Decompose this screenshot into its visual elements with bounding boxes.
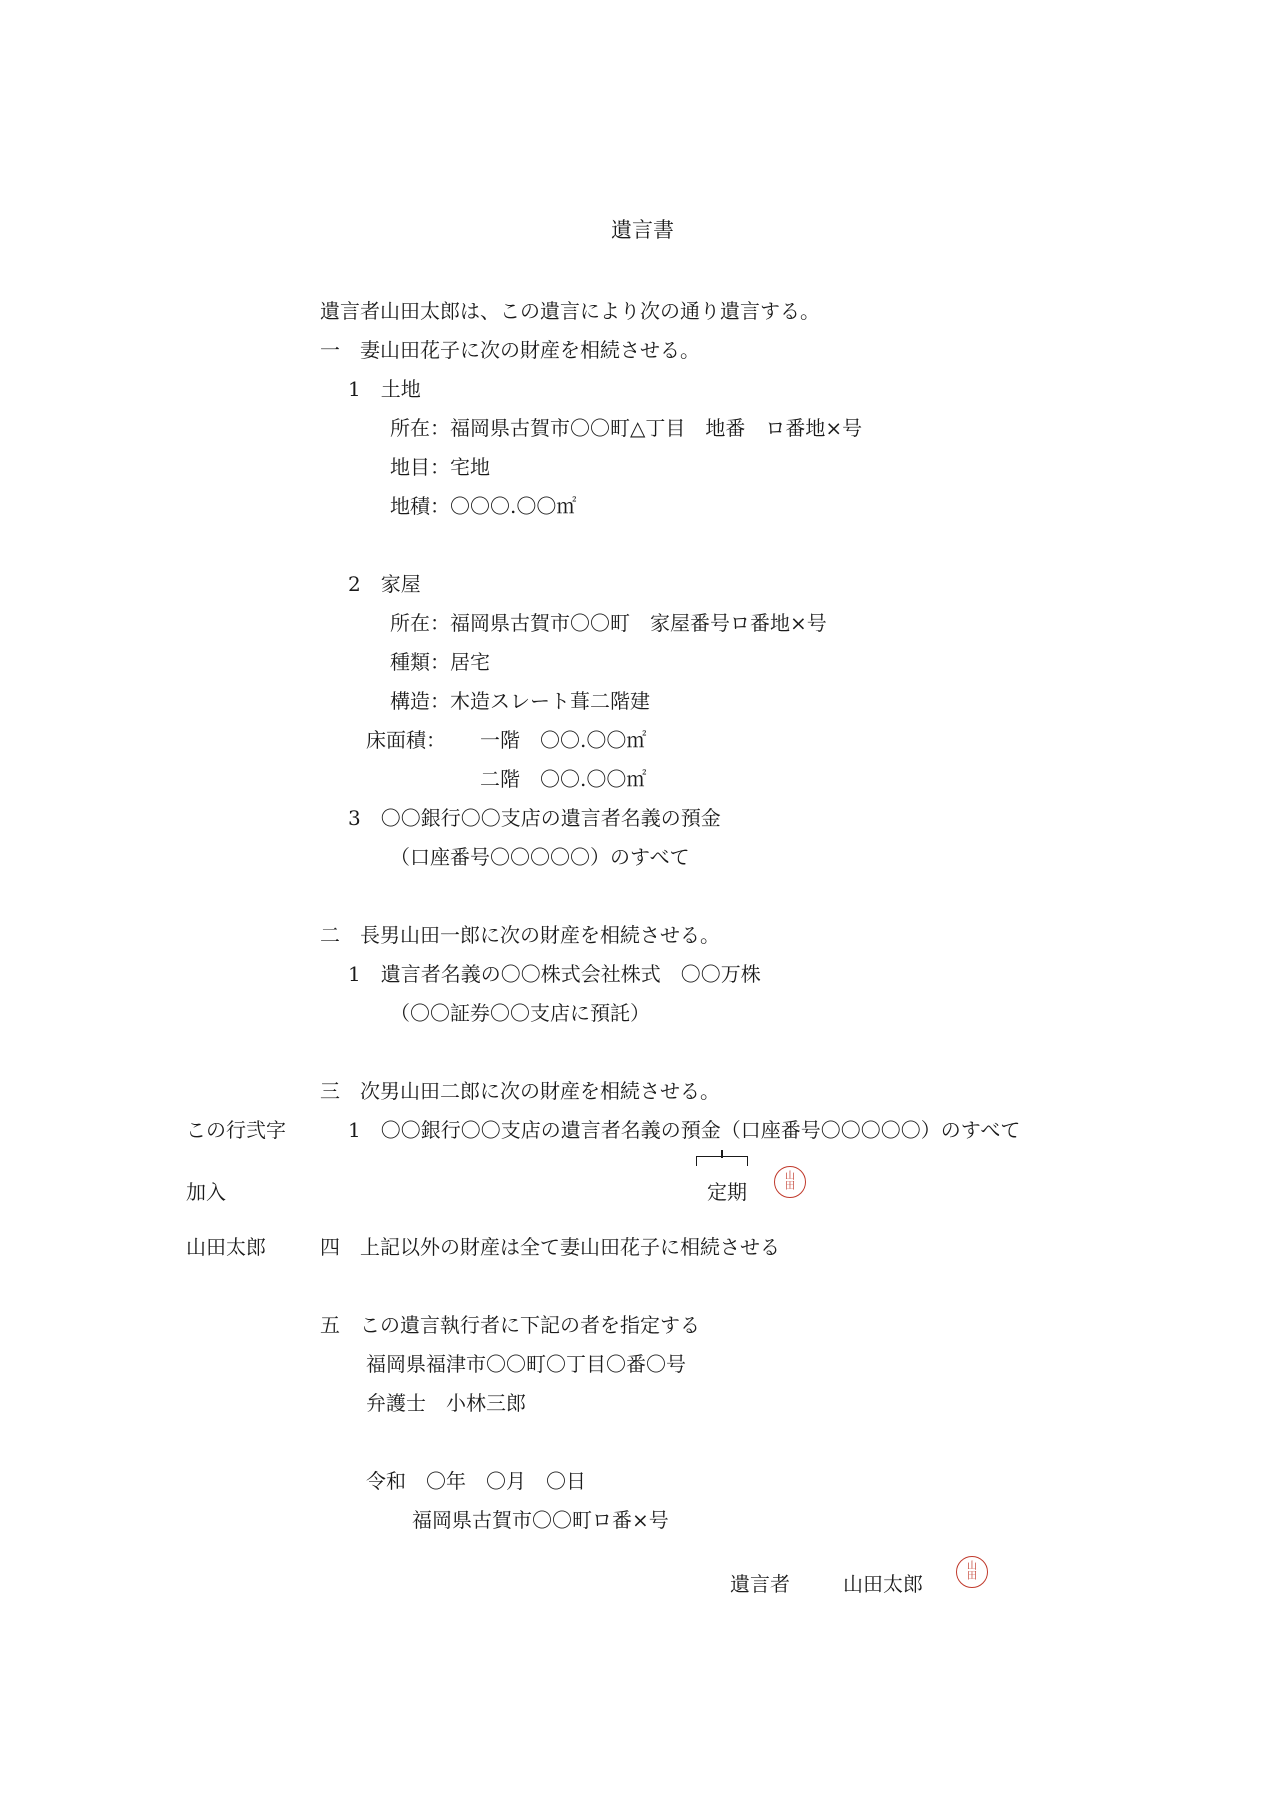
section-4-heading: 四 上記以外の財産は全て妻山田花子に相続させる (320, 1235, 780, 1259)
land-area: 地積：〇〇〇.〇〇㎡ (390, 494, 577, 518)
section-1-item-2-heading: 2 家屋 (348, 572, 421, 596)
floor-2-area: 二階 〇〇.〇〇㎡ (480, 767, 647, 791)
insertion-text: 定期 (707, 1180, 747, 1204)
signature-label: 遺言者 (730, 1572, 790, 1596)
executor-name: 弁護士 小林三郎 (366, 1391, 526, 1415)
margin-note-line-2: 加入 (186, 1180, 226, 1204)
section-1-item-1-heading: 1 土地 (348, 377, 421, 401)
document-title: 遺言書 (611, 218, 674, 242)
section-5-heading: 五 この遺言執行者に下記の者を指定する (320, 1313, 700, 1337)
section-2-heading: 二 長男山田一郎に次の財産を相続させる。 (320, 923, 720, 947)
testator-address: 福岡県古賀市〇〇町ロ番×号 (412, 1508, 669, 1532)
floor-1-area: 一階 〇〇.〇〇㎡ (480, 728, 647, 752)
land-location: 所在：福岡県古賀市〇〇町△丁目 地番 ロ番地×号 (390, 416, 863, 440)
section-1-item-3-line-2: （口座番号〇〇〇〇〇）のすべて (390, 845, 690, 869)
margin-note-line-3: 山田太郎 (186, 1235, 266, 1259)
section-2-item-1-line-2: （〇〇証券〇〇支店に預託） (390, 1001, 650, 1025)
section-3-item-1: 1 〇〇銀行〇〇支店の遺言者名義の預金（口座番号〇〇〇〇〇）のすべて (348, 1118, 1021, 1142)
floor-area-label: 床面積： (366, 728, 446, 752)
intro-text: 遺言者山田太郎は、この遺言により次の通り遺言する。 (320, 299, 820, 323)
margin-note-line-1: この行弐字 (186, 1118, 286, 1142)
section-2-item-1-line-1: 1 遺言者名義の〇〇株式会社株式 〇〇万株 (348, 962, 761, 986)
section-3-heading: 三 次男山田二郎に次の財産を相続させる。 (320, 1079, 720, 1103)
insertion-bracket-tick (721, 1150, 723, 1158)
land-type: 地目：宅地 (390, 455, 490, 479)
signature-name: 山田太郎 (843, 1572, 923, 1596)
document-date: 令和 〇年 〇月 〇日 (366, 1469, 586, 1493)
section-1-heading: 一 妻山田花子に次の財産を相続させる。 (320, 338, 700, 362)
correction-seal-icon: 山 田 (774, 1166, 806, 1198)
house-structure: 構造：木造スレート葺二階建 (390, 689, 650, 713)
house-location: 所在：福岡県古賀市〇〇町 家屋番号ロ番地×号 (390, 611, 827, 635)
executor-address: 福岡県福津市〇〇町〇丁目〇番〇号 (366, 1352, 686, 1376)
section-1-item-3-line-1: 3 〇〇銀行〇〇支店の遺言者名義の預金 (348, 806, 721, 830)
house-kind: 種類：居宅 (390, 650, 490, 674)
signature-seal-icon: 山 田 (956, 1556, 988, 1588)
